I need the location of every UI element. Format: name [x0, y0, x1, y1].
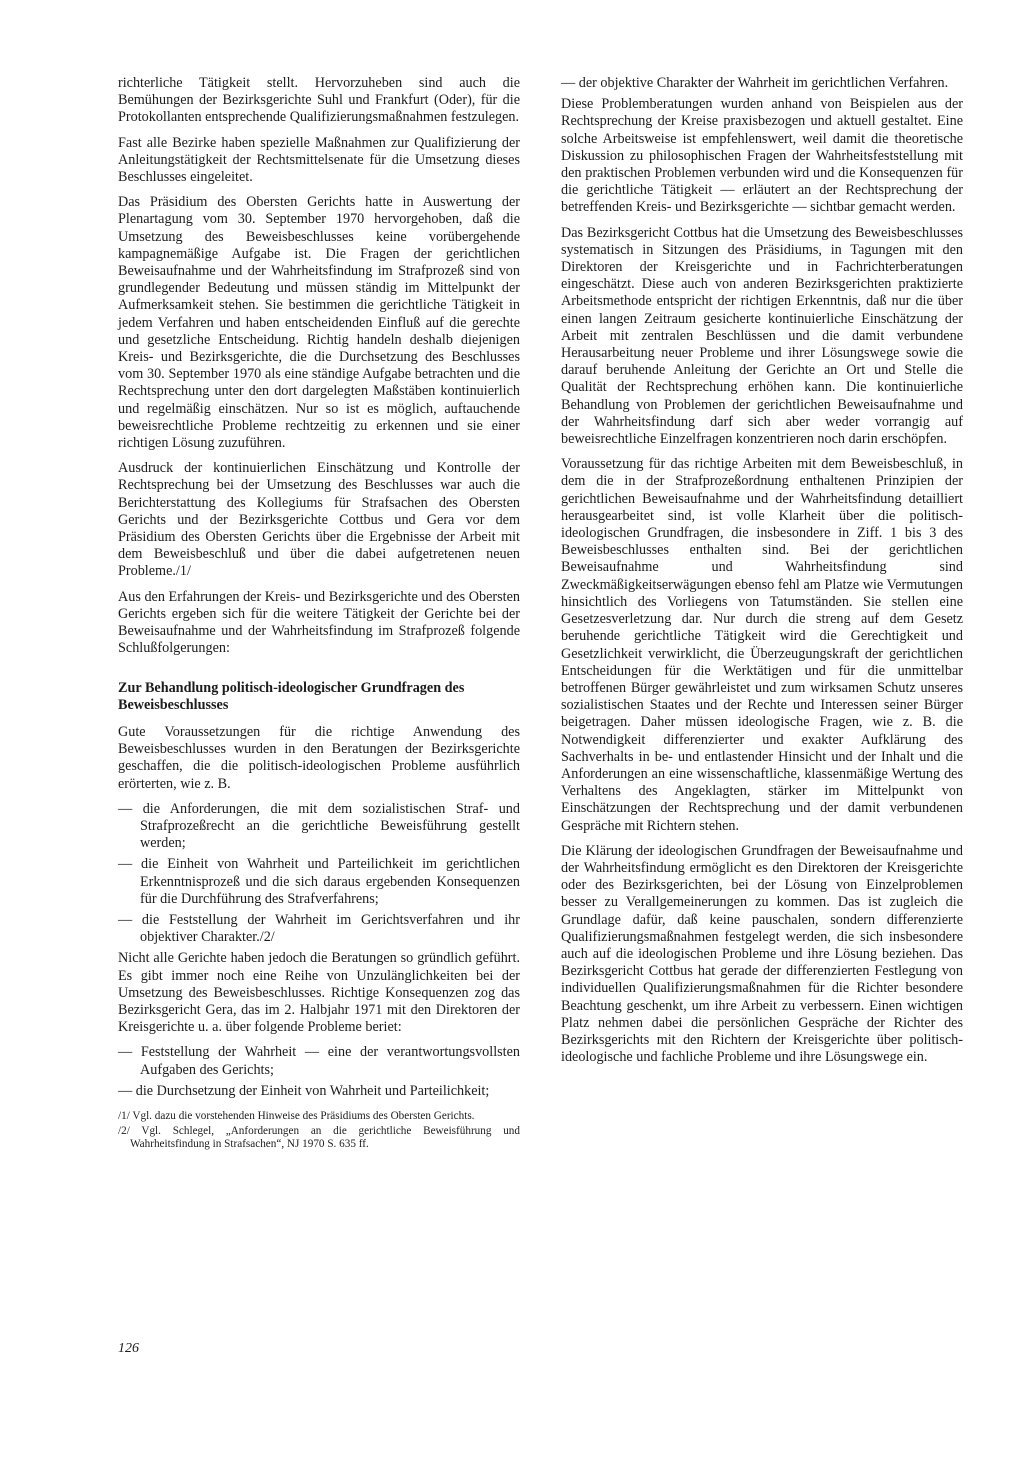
- list-item: — die Anforderungen, die mit dem sozialistischen Straf- und Strafprozeßrecht an die gerichtliche Beweisführung gestellt werden;: [118, 800, 520, 852]
- right-column: [561, 75, 963, 1074]
- list-item: — die Feststellung der Wahrheit im Gerichtsverfahren und ihr objektiver Charakter./2/: [118, 911, 520, 946]
- paragraph: Aus den Erfahrungen der Kreis- und Bezirksgerichte und des Obersten Gerichts ergeben sich für die weitere Tätigkeit der Gerichte bei der Beweisaufnahme und der Wahrheitsfindung im Strafprozeß folgende Schlußfolgerungen:: [118, 588, 520, 657]
- left-column: [118, 75, 520, 1153]
- list-item: — die Einheit von Wahrheit und Parteilichkeit im gerichtlichen Erkenntnisprozeß und die sich daraus ergebenden Konsequenzen für die Durchführung des Strafverfahrens;: [118, 856, 520, 907]
- paragraph: Gute Voraussetzungen für die richtige Anwendung des Beweisbeschlusses wurden in den Beratungen der Bezirksgerichte geschaffen, die die politisch-ideologischen Probleme ausführlich erörterten, wie z. B.: [118, 723, 520, 792]
- list-item: — die Durchsetzung der Einheit von Wahrheit und Parteilichkeit;: [118, 1082, 490, 1099]
- list-item: — Feststellung der Wahrheit — eine der verantwortungsvollsten Aufgaben des Gerichts;: [118, 1044, 520, 1078]
- page-number: 126: [118, 1341, 139, 1356]
- paragraph: Fast alle Bezirke haben spezielle Maßnahmen zur Qualifizierung der Anleitungstätigkeit der Rechtsmittelsenate für die Umsetzung dieses Beschlusses eingeleitet.: [118, 134, 520, 186]
- dash-list: [561, 75, 963, 92]
- paragraph: Die Klärung der ideologischen Grundfragen der Beweisaufnahme und der Wahrheitsfindung ermöglicht es den Direktoren der Kreisgerichte oder des Bezirksgerichten, bei der Lösung von Einzelproblemen besser zu Verallgemeinerungen zu kommen. Das ist zugleich die Grundlage dafür, daß keine pauschalen, sondern differenzierte Qualifizierungsmaßnahmen festgelegt werden, die sich insbesondere auch auf die ideologischen Probleme und ihre Lösung beziehen. Das Bezirksgericht Cottbus hat gerade der differenzierten Festlegung von individuellen Qualifizierungsmaßnahmen für die Richter besondere Beachtung geschenkt, um ihre Arbeit zu verbessern. Einen wichtigen Platz nehmen dabei die persönlichen Gespräche der Richter des Bezirksgerichts mit den Richtern der Kreisgerichte über politisch-ideologische und fachliche Probleme und ihre Lösungswege ein.: [561, 842, 963, 1066]
- paragraph: Nicht alle Gerichte haben jedoch die Beratungen so gründlich geführt. Es gibt immer noch eine Reihe von Unzulänglichkeiten bei der Umsetzung des Beweisbeschlusses. Richtige Konsequenzen zog das Bezirksgericht Gera, das im 2. Halbjahr 1971 mit den Direktoren der Kreisgerichte u. a. über folgende Probleme beriet:: [118, 950, 520, 1036]
- paragraph: richterliche Tätigkeit stellt. Hervorzuheben sind auch die Bemühungen der Bezirksgerichte Suhl und Frankfurt (Oder), für die Protokollanten entsprechende Qualifizierungsmaßnahmen festzulegen.: [118, 75, 520, 126]
- paragraph: Diese Problemberatungen wurden anhand von Beispielen aus der Rechtsprechung der Kreise praxisbezogen und aktuell gestaltet. Eine solche Arbeitsweise ist empfehlenswert, weil damit die theoretische Diskussion zu philosophischen Fragen der Wahrheitsfeststellung mit den praktischen Problemen verbunden wird und die Konsequenzen für die gerichtliche Tätigkeit — erläutert an der Rechtsprechung der betreffenden Kreis- und Bezirksgerichte — sichtbar gemacht werden.: [561, 96, 963, 216]
- paragraph: Ausdruck der kontinuierlichen Einschätzung und Kontrolle der Rechtsprechung bei der Umsetzung des Beschlusses war auch die Berichterstattung des Kollegiums für Strafsachen des Obersten Gerichts und der Bezirksgerichte Cottbus und Gera vor dem Präsidium des Obersten Gerichts über die Ergebnisse der Arbeit mit dem Beweisbeschluß und über die dabei aufgetretenen neuen Probleme./1/: [118, 460, 520, 580]
- dash-list: [118, 1044, 520, 1100]
- footnotes: [118, 1110, 520, 1151]
- paragraph: Das Präsidium des Obersten Gerichts hatte in Auswertung der Plenartagung vom 30. September 1970 hervorgehoben, daß die Umsetzung des Beweisbeschlusses keine vorübergehende kampagnemäßige Aufgabe ist. Die Fragen der gerichtlichen Beweisaufnahme und der Wahrheitsfindung im Strafprozeß sind von grundlegender Bedeutung und müssen ständig im Mittelpunkt der Aufmerksamkeit stehen. Sie bestimmen die gerichtliche Tätigkeit in jedem Verfahren und haben entscheidenden Einfluß auf die gerechte und gesetzliche Entscheidung. Richtig handeln deshalb diejenigen Kreis- und Bezirksgerichte, die die Durchsetzung des Beschlusses vom 30. September 1970 als eine ständige Aufgabe betrachten und die Rechtsprechung unter den dort dargelegten Maßstäben kontinuierlich und regelmäßig einschätzen. Nur so ist es möglich, auftauchende beweisrechtliche Probleme rechtzeitig zu erkennen und sie einer richtigen Lösung zuzuführen.: [118, 194, 520, 452]
- paragraph: Das Bezirksgericht Cottbus hat die Umsetzung des Beweisbeschlusses systematisch in Sitzungen des Präsidiums, in Tagungen mit den Direktoren der Kreisgerichte und in Fachrichterberatungen eingeschätzt. Diese auch von anderen Bezirksgerichten praktizierte Arbeitsmethode entspricht der richtigen Erkenntnis, daß nur die über einen langen Zeitraum gesicherte kontinuierliche Einschätzung der Arbeit mit zentralen Beschlüssen und die damit verbundene Herausarbeitung neuer Probleme und ihrer Lösungswege sowie die darauf beruhende Anleitung der Gerichte an Ort und Stelle die Qualität der Rechtsprechung erhöhen kann. Die kontinuierliche Behandlung von Problemen der gerichtlichen Beweisaufnahme und der Wahrheitsfindung darf sich aber weder vorrangig auf beweisrechtliche Einzelfragen konzentrieren noch darin erschöpfen.: [561, 224, 963, 448]
- paragraph: Voraussetzung für das richtige Arbeiten mit dem Beweisbeschluß, in dem die in der Strafprozeßordnung enthaltenen Prinzipien der gerichtlichen Beweisaufnahme und der Wahrheitsfindung detailliert herausgearbeitet sind, ist volle Klarheit über die politisch-ideologischen Grundfragen, die insbesondere in Ziff. 1 bis 3 des Beweisbeschlusses enthalten sind. Bei der gerichtlichen Beweisaufnahme und Wahrheitsfindung sind Zweckmäßigkeitserwägungen ebenso fehl am Platze wie Vermutungen hinsichtlich des Vorliegens von Tatumständen. Sie stellen eine Gesetzesverletzung dar. Nur durch die streng auf dem Gesetz beruhende gerichtliche Tätigkeit wird die Gerechtigkeit und Gesetzlichkeit verwirklicht, die Überzeugungskraft der gerichtlichen Entscheidungen für die Werktätigen und für die unmittelbar betroffenen Bürger gewährleistet und zum wirksamen Schutz unseres sozialistischen Staates und der Rechte und Interessen seiner Bürger beigetragen. Daher müssen ideologische Fragen, wie z. B. die Notwendigkeit differenzierter und exakter Aufklärung des Sachverhalts in be- und entlastender Hinsicht und der Inhalt und die Anforderungen an eine wissenschaftliche, klassenmäßige Wertung des Verhaltens des Angeklagten, stärker im Mittelpunkt von Einschätzungen der Rechtsprechung und der damit verbundenen Gespräche mit Richtern stehen.: [561, 456, 963, 834]
- footnote: /2/ Vgl. Schlegel, „Anforderungen an die gerichtliche Beweisführung und Wahrheitsfindung in Strafsachen“, NJ 1970 S. 635 ff.: [118, 1124, 520, 1150]
- dash-list: [118, 801, 520, 947]
- list-item: — der objektive Charakter der Wahrheit im gerichtlichen Verfahren.: [561, 75, 949, 91]
- footnote: /1/ Vgl. dazu die vorstehenden Hinweise des Präsidiums des Obersten Gerichts.: [118, 1109, 475, 1122]
- section-heading: Zur Behandlung politisch-ideologischer Grundfragen des Beweisbeschlusses: [118, 679, 465, 713]
